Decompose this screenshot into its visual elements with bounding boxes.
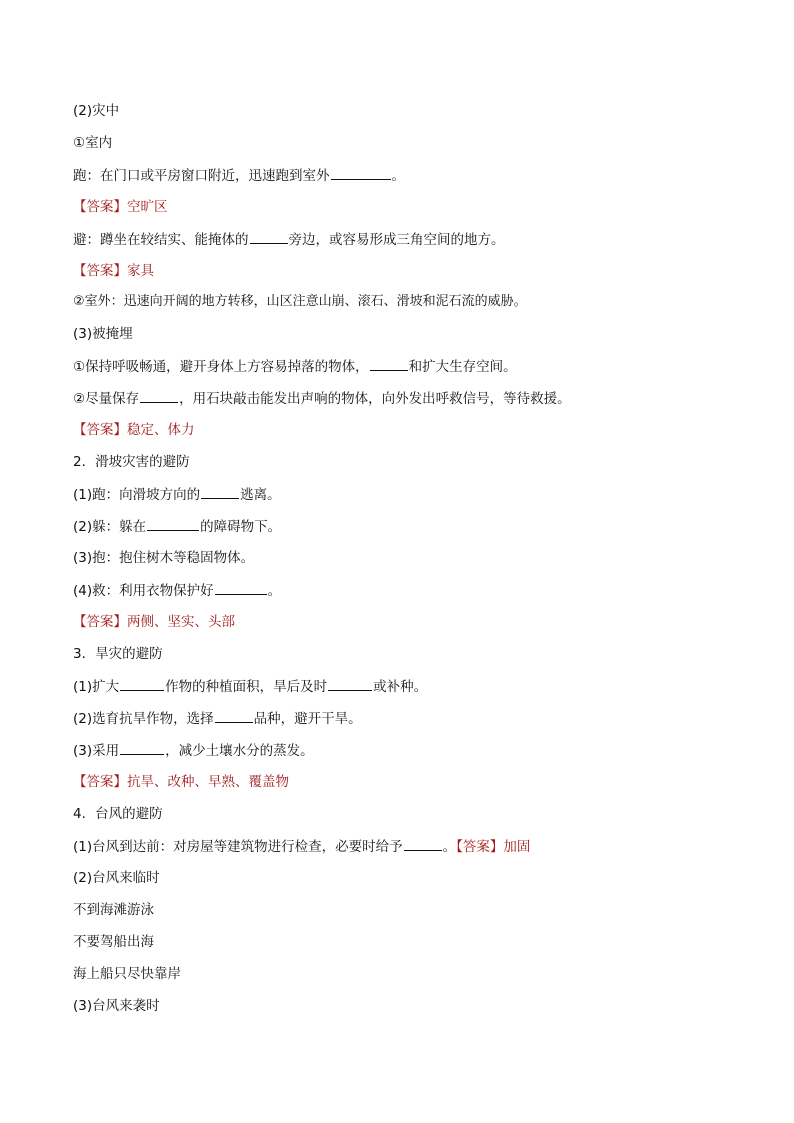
text: (2)选育抗旱作物，选择 <box>73 711 214 727</box>
answer-tag: 【答案】 <box>73 263 127 279</box>
text: 4．台风的避防 <box>73 806 163 822</box>
question-line <box>73 229 505 250</box>
text: 2．滑坡灾害的避防 <box>73 454 190 470</box>
text: (2)躲：躲在 <box>73 519 147 535</box>
answer-line <box>73 197 168 217</box>
subheading <box>73 133 112 153</box>
answer-text: 加固 <box>503 839 531 855</box>
text: 3．旱灾的避防 <box>73 646 163 662</box>
answer-blank <box>140 388 178 403</box>
body-line <box>73 292 527 312</box>
text: (4)救：利用衣物保护好 <box>73 583 214 599</box>
body-line <box>73 548 254 568</box>
question-line <box>73 708 362 729</box>
body-line <box>73 932 154 952</box>
answer-blank <box>147 516 199 531</box>
question-line <box>73 356 517 377</box>
section-heading <box>73 452 190 472</box>
answer-blank <box>404 836 442 851</box>
text: 避：蹲坐在较结实、能掩体的 <box>73 232 249 248</box>
question-line <box>73 165 405 186</box>
answer-blank <box>120 740 164 755</box>
answer-line <box>73 420 195 440</box>
answer-text: 抗旱、改种、早熟、覆盖物 <box>127 774 289 790</box>
text: 。 <box>267 583 282 599</box>
question-line <box>73 836 530 857</box>
answer-blank <box>120 676 164 691</box>
question-line <box>73 516 281 537</box>
answer-line <box>73 261 154 281</box>
answer-blank <box>201 484 239 499</box>
text: (1)台风到达前：对房屋等建筑物进行检查，必要时给予 <box>73 839 403 855</box>
section-heading <box>73 804 163 824</box>
question-line <box>73 388 571 409</box>
answer-tag: 【答案】 <box>73 774 127 790</box>
text: ②室外：迅速向开阔的地方转移，山区注意山崩、滚石、滑坡和泥石流的威胁。 <box>73 294 527 309</box>
text: (3)采用 <box>73 743 120 759</box>
text: (3)被掩埋 <box>73 326 133 342</box>
text: (1)跑：向滑坡方向的 <box>73 487 201 503</box>
answer-text: 稳定、体力 <box>127 422 195 438</box>
answer-line <box>73 772 289 792</box>
text: 品种，避开干旱。 <box>253 711 362 727</box>
answer-blank <box>215 580 267 595</box>
text: 。 <box>391 168 405 184</box>
body-line <box>73 964 181 984</box>
text: (3)抱：抱住树木等稳固物体。 <box>73 550 255 566</box>
answer-line <box>73 612 235 632</box>
text: 海上船只尽快靠岸 <box>73 966 181 982</box>
text: (1)扩大 <box>73 679 120 695</box>
text: (3)台风来袭时 <box>73 998 160 1014</box>
section-heading <box>73 996 160 1016</box>
answer-tag: 【答案】 <box>73 422 127 438</box>
answer-blank <box>370 356 408 371</box>
text: 不到海滩游泳 <box>73 902 154 918</box>
text: ②尽量保存 <box>73 391 140 407</box>
text: 不要驾船出海 <box>73 934 154 950</box>
text: ①室内 <box>73 135 113 151</box>
section-heading <box>73 324 133 344</box>
text: 作物的种植面积，旱后及时 <box>165 679 328 695</box>
question-line <box>73 484 281 505</box>
answer-blank <box>215 708 253 723</box>
answer-tag: 【答案】 <box>456 839 504 855</box>
text: ，减少土壤水分的蒸发。 <box>165 743 314 759</box>
answer-tag: 【答案】 <box>73 614 127 630</box>
answer-text: 空旷区 <box>127 199 168 215</box>
text: 。 <box>442 839 457 855</box>
section-heading <box>73 101 119 121</box>
text: 旁边，或容易形成三角空间的地方。 <box>288 232 505 248</box>
question-line <box>73 740 314 761</box>
body-line <box>73 900 154 920</box>
text: 和扩大生存空间。 <box>408 359 517 375</box>
answer-tag: 【答案】 <box>73 199 127 215</box>
text: 的障碍物下。 <box>200 519 282 535</box>
text: ①保持呼吸畅通，避开身体上方容易掉落的物体， <box>73 359 369 375</box>
section-heading <box>73 868 160 888</box>
text: 跑：在门口或平房窗口附近，迅速跑到室外 <box>73 168 330 184</box>
answer-text: 家具 <box>127 263 154 279</box>
answer-text: 两侧、坚实、头部 <box>127 614 235 630</box>
answer-blank <box>328 676 372 691</box>
text: 逃离。 <box>240 487 281 503</box>
section-heading <box>73 644 163 664</box>
question-line <box>73 580 281 601</box>
answer-blank <box>250 229 288 244</box>
question-line <box>73 676 427 697</box>
text: ，用石块敲击能发出声响的物体，向外发出呼救信号，等待救援。 <box>179 391 571 407</box>
text: 或补种。 <box>373 679 428 695</box>
answer-blank <box>331 165 391 180</box>
text: (2)灾中 <box>73 103 120 119</box>
text: (2)台风来临时 <box>73 870 160 886</box>
